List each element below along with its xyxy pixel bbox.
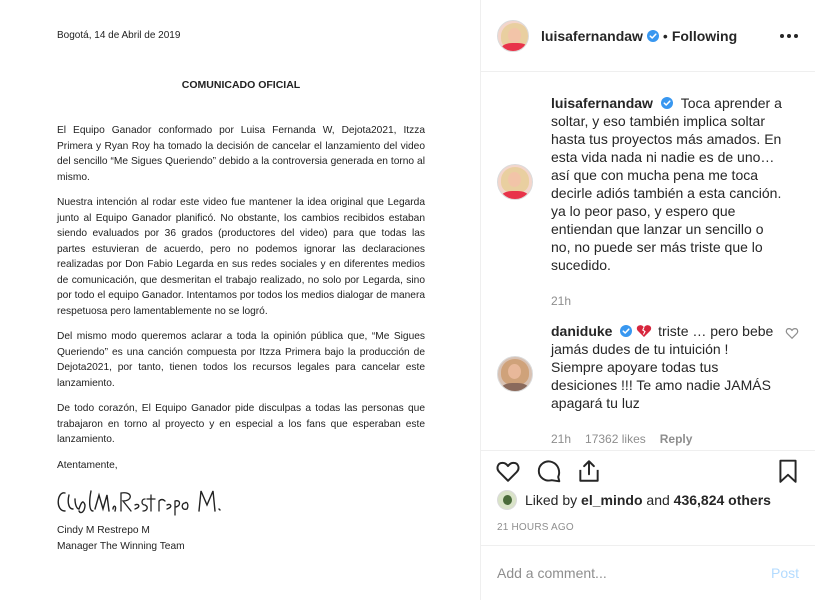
official-statement-document <box>57 28 425 554</box>
post-timestamp[interactable]: 21 HOURS AGO <box>497 522 574 533</box>
document-closing: Atentamente, <box>57 459 118 471</box>
liked-by-joiner: and <box>646 492 670 508</box>
save-bookmark-icon[interactable] <box>775 458 801 484</box>
comment-text: triste … pero bebe jamás dudes de tu intuición ! Siempre apoyare todas tus desiciones !!! Te amo nadie JAMÁS apagará tu luz <box>551 323 774 411</box>
more-options-icon[interactable] <box>779 26 799 46</box>
post-panel <box>481 0 815 600</box>
author-avatar[interactable] <box>497 20 529 52</box>
following-button[interactable]: Following <box>671 27 738 44</box>
like-heart-icon[interactable] <box>495 458 521 484</box>
comment-likes-count[interactable]: 17362 likes <box>585 432 646 446</box>
author-username[interactable]: luisafernandaw <box>541 27 643 44</box>
document-paragraph: De todo corazón, El Equipo Ganador pide disculpas a todas las personas que trabajaron en torno al proyecto y en especial a los fans que esperaban este lanzamiento. <box>57 403 425 445</box>
signature-drawing <box>55 485 225 519</box>
handwritten-signature <box>57 485 425 519</box>
signer-name: Cindy M Restrepo M <box>57 525 150 536</box>
document-paragraph: Nuestra intención al rodar este video fue mantener la idea original que Legarda junto al Equipo Ganador planificó. No obstante, los cambios recibidos estaban siendo evaluados por 36 grados (productores del video) para que todas las partes estuvieran de acuerdo, pero no podemos ignorar las declaraciones realizadas por Don Fabio Legarda en sus redes sociales y en diferentes medios de comunicación, que desmeritan el trabajo realizado, no solo por Legarda, sino por todo el equipo Ganador. Intentamos por todos los medios dialogar de manera respetuosa pero lamentablemente no se logró. <box>57 197 425 317</box>
post-comment-button[interactable]: Post <box>770 565 799 581</box>
share-upload-icon[interactable] <box>576 458 602 484</box>
likes-count[interactable]: 436,824 others <box>673 492 771 508</box>
comment-item <box>497 322 799 448</box>
post-actions <box>481 450 815 490</box>
like-comment-heart-icon[interactable] <box>785 326 799 340</box>
document-title: COMUNICADO OFICIAL <box>181 78 301 91</box>
add-comment-bar <box>481 545 815 600</box>
comment-time[interactable]: 21h <box>551 432 572 446</box>
commenter-avatar[interactable] <box>497 356 533 392</box>
liker-avatar[interactable] <box>497 490 517 510</box>
header-separator: • <box>662 27 668 44</box>
broken-heart-emoji-icon <box>636 324 652 338</box>
verified-badge-icon <box>620 325 632 337</box>
comment-time[interactable]: 21h <box>551 294 572 308</box>
post-header <box>481 0 815 72</box>
signer-role: Manager The Winning Team <box>57 540 185 552</box>
liked-by-prefix: Liked by <box>525 492 578 508</box>
verified-badge-icon <box>647 30 659 42</box>
comment-username[interactable]: luisafernandaw <box>551 95 653 111</box>
caption-comment <box>497 88 799 310</box>
comment-text: Toca aprender a soltar, y eso también implica soltar hasta tus proyectos más amados. En esta vida nada ni nadie es de uno… así que con mucha pena me toca decirle adiós también a esta canción. ya lo peor paso, y espero que entiendan que lanzar un sencillo o no, no puede ser más triste que lo sucedido. <box>551 95 782 273</box>
document-paragraph: El Equipo Ganador conformado por Luisa Fernanda W, Dejota2021, Itzza Primera y Ryan Roy ha tomado la decisión de cancelar el lanzamiento del video del sencillo “Me Sigues Queriendo” debido a la controversia generada en torno al mismo. <box>57 125 425 183</box>
comments-list <box>481 72 815 450</box>
document-paragraph: Del mismo modo queremos aclarar a toda la opinión pública que, “Me Sigues Queriendo” es una canción compuesta por Itzza Primera bajo la producción de Dejota2021, por tanto, tienen todos los recursos legales para cancelar este lanzamiento. <box>57 331 425 389</box>
comment-username[interactable]: daniduke <box>551 323 613 339</box>
liker-username[interactable]: el_mindo <box>581 492 643 508</box>
reply-button[interactable]: Reply <box>659 432 693 446</box>
likes-summary <box>497 490 771 510</box>
comment-input[interactable] <box>497 565 771 581</box>
comment-bubble-icon[interactable] <box>536 458 562 484</box>
commenter-avatar[interactable] <box>497 164 533 200</box>
document-date: Bogotá, 14 de Abril de 2019 <box>57 30 181 41</box>
verified-badge-icon <box>661 97 673 109</box>
